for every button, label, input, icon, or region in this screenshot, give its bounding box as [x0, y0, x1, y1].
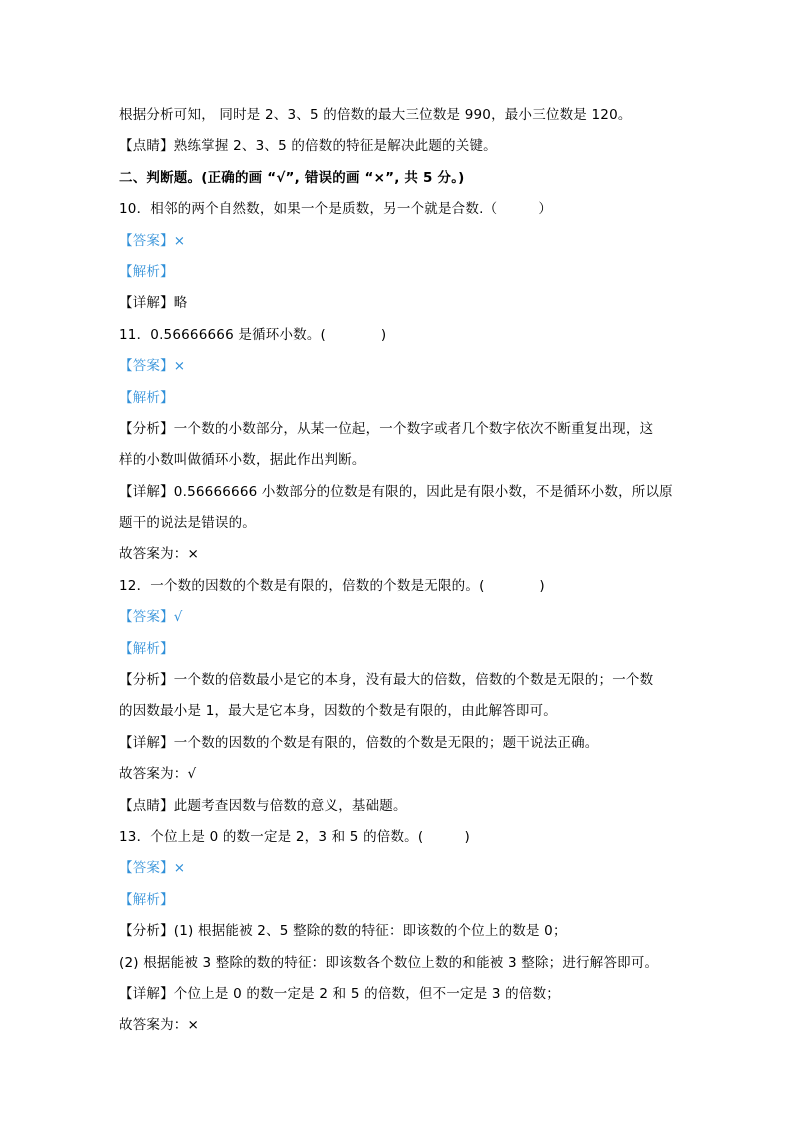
analysis-line: 【分析】一个数的小数部分，从某一位起，一个数字或者几个数字依次不断重复出现，这 — [119, 420, 654, 437]
question-10: 10．相邻的两个自然数，如果一个是质数，另一个就是合数.（ ） — [119, 201, 553, 218]
answer-line: 【答案】√ — [119, 609, 183, 626]
detail-line: 【详解】略 — [119, 295, 188, 312]
text-line: 根据分析可知， 同时是 2、3、5 的倍数的最大三位数是 990，最小三位数是 120。 — [119, 107, 632, 123]
answer-line: 【答案】× — [119, 232, 186, 249]
detail-line: 【详解】一个数的因数的个数是有限的，倍数的个数是无限的；题干说法正确。 — [119, 734, 599, 751]
key-point-line: 【点睛】此题考查因数与倍数的意义，基础题。 — [119, 797, 407, 814]
conclusion-line: 故答案为：× — [119, 546, 200, 563]
detail-line: 题干的说法是错误的。 — [119, 515, 256, 532]
analysis-label: 【解析】 — [119, 389, 174, 406]
conclusion-line: 故答案为：× — [119, 1017, 200, 1034]
analysis-line: 【分析】(1) 根据能被 2、5 整除的数的特征：即该数的个位上的数是 0； — [119, 923, 567, 940]
answer-line: 【答案】× — [119, 358, 186, 375]
question-12: 12．一个数的因数的个数是有限的，倍数的个数是无限的。( ) — [119, 577, 545, 594]
question-11: 11．0.56666666 是循环小数。( ) — [119, 326, 387, 343]
question-13: 13．个位上是 0 的数一定是 2，3 和 5 的倍数。( ) — [119, 828, 470, 845]
section-heading: 二、判断题。(正确的画 “√”, 错误的画 “×”, 共 5 分。) — [119, 169, 465, 186]
analysis-line: (2) 根据能被 3 整除的数的特征：即该数各个数位上数的和能被 3 整除；进行解答即可。 — [119, 954, 659, 971]
analysis-line: 样的小数叫做循环小数，据此作出判断。 — [119, 452, 366, 469]
document-content — [119, 100, 679, 1042]
detail-line: 【详解】个位上是 0 的数一定是 2 和 5 的倍数，但不一定是 3 的倍数； — [119, 985, 560, 1002]
analysis-line: 的因数最小是 1，最大是它本身，因数的个数是有限的，由此解答即可。 — [119, 703, 557, 720]
key-point-line: 【点睛】熟练掌握 2、3、5 的倍数的特征是解决此题的关键。 — [119, 138, 497, 155]
detail-line: 【详解】0.56666666 小数部分的位数是有限的，因此是有限小数，不是循环小数，所以原 — [119, 483, 673, 500]
conclusion-line: 故答案为：√ — [119, 766, 197, 783]
analysis-line: 【分析】一个数的倍数最小是它的本身，没有最大的倍数，倍数的个数是无限的；一个数 — [119, 672, 654, 689]
analysis-label: 【解析】 — [119, 891, 174, 908]
answer-line: 【答案】× — [119, 860, 186, 877]
analysis-label: 【解析】 — [119, 640, 174, 657]
analysis-label: 【解析】 — [119, 263, 174, 280]
